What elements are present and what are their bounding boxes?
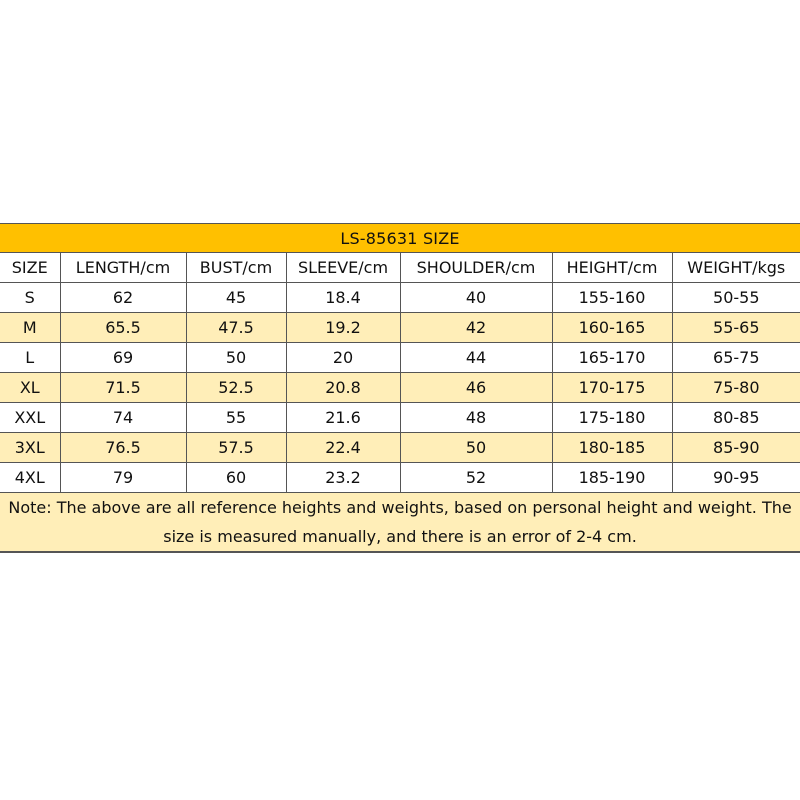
table-row	[0, 463, 800, 493]
table-row	[0, 313, 800, 343]
table-cell: 79	[60, 463, 186, 493]
table-cell: 71.5	[60, 373, 186, 403]
table-cell: 23.2	[286, 463, 400, 493]
table-cell: 180-185	[552, 433, 672, 463]
table-cell: 160-165	[552, 313, 672, 343]
table-cell: 40	[400, 283, 552, 313]
table-note: Note: The above are all reference heights and weights, based on personal height and weight. The size is measured manually, and there is an error of 2-4 cm.	[0, 493, 800, 552]
column-header: SLEEVE/cm	[286, 253, 400, 283]
table-cell: 170-175	[552, 373, 672, 403]
table-cell: 44	[400, 343, 552, 373]
column-header: SHOULDER/cm	[400, 253, 552, 283]
table-cell: 47.5	[186, 313, 286, 343]
table-row	[0, 283, 800, 313]
table-cell: 4XL	[0, 463, 60, 493]
table-cell: 155-160	[552, 283, 672, 313]
column-header: HEIGHT/cm	[552, 253, 672, 283]
table-cell: 62	[60, 283, 186, 313]
table-cell: 46	[400, 373, 552, 403]
table-cell: 50	[186, 343, 286, 373]
table-row	[0, 403, 800, 433]
table-cell: 65.5	[60, 313, 186, 343]
table-row	[0, 343, 800, 373]
table-cell: 52	[400, 463, 552, 493]
table-cell: 20.8	[286, 373, 400, 403]
table-cell: S	[0, 283, 60, 313]
table-cell: 57.5	[186, 433, 286, 463]
column-header: WEIGHT/kgs	[672, 253, 800, 283]
table-cell: 65-75	[672, 343, 800, 373]
table-cell: 75-80	[672, 373, 800, 403]
table-cell: 74	[60, 403, 186, 433]
table-cell: 90-95	[672, 463, 800, 493]
table-cell: XL	[0, 373, 60, 403]
table-cell: 69	[60, 343, 186, 373]
table-cell: 50	[400, 433, 552, 463]
table-row	[0, 373, 800, 403]
table-cell: 76.5	[60, 433, 186, 463]
table-cell: 22.4	[286, 433, 400, 463]
table-cell: XXL	[0, 403, 60, 433]
column-header: SIZE	[0, 253, 60, 283]
table-cell: L	[0, 343, 60, 373]
table-cell: 3XL	[0, 433, 60, 463]
column-header: BUST/cm	[186, 253, 286, 283]
table-cell: 21.6	[286, 403, 400, 433]
table-cell: 50-55	[672, 283, 800, 313]
table-cell: 55-65	[672, 313, 800, 343]
table-title: LS-85631 SIZE	[0, 224, 800, 253]
table-cell: 85-90	[672, 433, 800, 463]
size-chart	[0, 223, 800, 553]
table-cell: 60	[186, 463, 286, 493]
table-cell: 165-170	[552, 343, 672, 373]
size-table	[0, 224, 800, 552]
table-cell: M	[0, 313, 60, 343]
table-cell: 20	[286, 343, 400, 373]
table-row	[0, 433, 800, 463]
table-cell: 42	[400, 313, 552, 343]
table-cell: 52.5	[186, 373, 286, 403]
table-cell: 55	[186, 403, 286, 433]
header-row	[0, 253, 800, 283]
table-cell: 48	[400, 403, 552, 433]
table-cell: 185-190	[552, 463, 672, 493]
table-cell: 80-85	[672, 403, 800, 433]
column-header: LENGTH/cm	[60, 253, 186, 283]
table-cell: 18.4	[286, 283, 400, 313]
table-cell: 45	[186, 283, 286, 313]
table-cell: 19.2	[286, 313, 400, 343]
table-cell: 175-180	[552, 403, 672, 433]
